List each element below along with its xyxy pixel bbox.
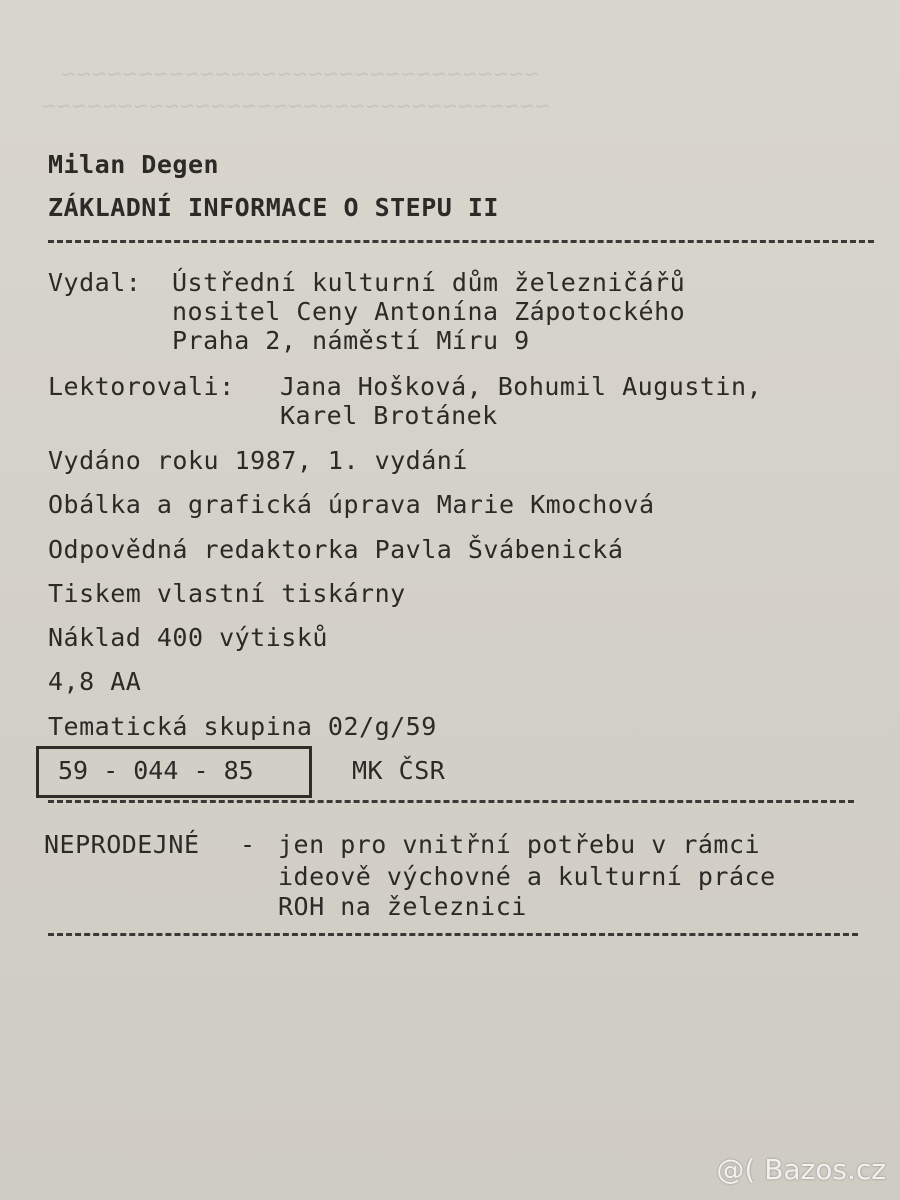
publisher-line-3: Praha 2, náměstí Míru 9 [172, 326, 530, 355]
notice-line-1: jen pro vnitřní potřebu v rámci [278, 830, 761, 859]
notice-line-2: ideově výchovné a kulturní práce [278, 862, 776, 891]
show-through-text: ~~~~~~~~~~~~~~~~~~~~~~~~~~~~~~~ [60, 60, 539, 88]
notice-label: NEPRODEJNÉ [44, 830, 200, 859]
reviewers-line-2: Karel Brotánek [280, 401, 498, 430]
publisher-line-1: Ústřední kulturní dům železničářů [172, 268, 686, 297]
notice-dash: - [240, 830, 256, 859]
document-title: ZÁKLADNÍ INFORMACE O STEPU II [48, 193, 499, 222]
printing-info: Tiskem vlastní tiskárny [48, 579, 406, 608]
show-through-text: ~~~~~~~~~~~~~~~~~~~~~~~~~~~~~~~~~ [40, 92, 550, 120]
divider-bottom [48, 933, 858, 936]
publisher-line-2: nositel Ceny Antonína Zápotockého [172, 297, 686, 326]
code-number: 59 - 044 - 85 [58, 756, 254, 785]
author-name: Milan Degen [48, 150, 220, 179]
site-watermark: @( Bazos.cz [716, 1153, 886, 1186]
cover-design-info: Obálka a grafická úprava Marie Kmochová [48, 490, 655, 519]
reviewers-label: Lektorovali: [48, 372, 235, 401]
author-sheets-info: 4,8 AA [48, 667, 142, 696]
reviewers-line-1: Jana Hošková, Bohumil Augustin, [280, 372, 763, 401]
thematic-group-info: Tematická skupina 02/g/59 [48, 712, 437, 741]
publisher-label: Vydal: [48, 268, 142, 297]
divider-middle [48, 800, 854, 803]
print-run-info: Náklad 400 výtisků [48, 623, 328, 652]
edition-info: Vydáno roku 1987, 1. vydání [48, 446, 468, 475]
divider-top [48, 240, 874, 243]
code-suffix: MK ČSR [352, 756, 446, 785]
notice-line-3: ROH na železnici [278, 892, 527, 921]
editor-info: Odpovědná redaktorka Pavla Švábenická [48, 535, 624, 564]
